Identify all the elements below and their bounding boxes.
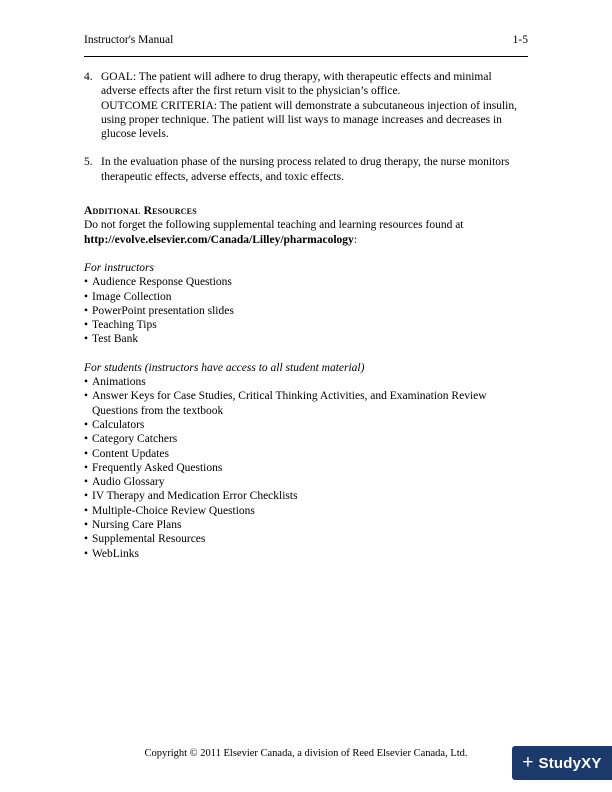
instructors-resource-list [84,275,528,346]
list-item [84,518,528,532]
list-item-label: Test Bank [92,333,139,346]
item-text [101,155,528,184]
bullet-icon: • [84,547,89,560]
list-item [84,447,528,461]
bullet-icon: • [84,276,89,289]
list-item-label: Audio Glossary [92,476,165,489]
studyxy-watermark [512,746,612,780]
copyright-text: Copyright © 2011 Elsevier Canada, a division of Reed Elsevier Canada, Ltd. [144,748,468,759]
list-item [84,304,528,318]
list-item [84,290,528,304]
instructors-heading: For instructors [84,261,154,274]
spacer [84,141,528,155]
list-item [84,332,528,346]
list-item [84,461,528,475]
header-title: Instructor's Manual [84,34,174,46]
item-number: 5. [84,156,93,169]
list-item-label: Frequently Asked Questions [92,461,223,474]
list-item [84,432,528,446]
list-item [84,70,528,141]
bullet-icon: • [84,390,89,403]
list-item-label: Image Collection [92,290,172,303]
list-item-label: Audience Response Questions [92,276,232,289]
bullet-icon: • [84,376,89,389]
page-header [84,34,528,46]
resources-url[interactable]: http://evolve.elsevier.com/Canada/Lilley/pharmacology [84,233,354,246]
section-heading: Additional Resources [84,205,197,218]
list-item [84,275,528,289]
list-item-label: Calculators [92,418,145,431]
list-item [84,389,528,403]
spacer [84,247,528,261]
bullet-icon: • [84,418,89,431]
bullet-icon: • [84,290,89,303]
list-item-label: Animations [92,376,146,389]
bullet-icon: • [84,433,89,446]
list-item [84,375,528,389]
bullet-icon: • [84,476,89,489]
page-content [84,70,528,561]
item-line: adverse effects after the first return visit to the physician’s office. [101,85,401,98]
item-line: OUTCOME CRITERIA: The patient will demonstrate a subcutaneous injection of insulin, [101,99,517,112]
list-item-label: Nursing Care Plans [92,519,182,532]
item-line: glucose levels. [101,128,169,141]
list-item [84,155,528,184]
resources-intro: Do not forget the following supplemental teaching and learning resources found at [84,219,464,232]
list-item [84,504,528,518]
list-item-label: Content Updates [92,447,169,460]
list-item [84,418,528,432]
students-heading: For students (instructors have access to all student material) [84,361,365,374]
list-item-label: PowerPoint presentation slides [92,304,234,317]
item-line: In the evaluation phase of the nursing process related to drug therapy, the nurse monitors [101,156,510,169]
list-item-label: WebLinks [92,547,139,560]
list-item [84,547,528,561]
item-line: using proper technique. The patient will list ways to manage increases and decreases in [101,113,502,126]
item-text [101,70,528,141]
list-item [84,318,528,332]
students-resource-list [84,375,528,561]
list-item [84,475,528,489]
list-item [84,532,528,546]
bullet-icon: • [84,461,89,474]
item-line: GOAL: The patient will adhere to drug therapy, with therapeutic effects and minimal [101,71,492,83]
list-item-label: Category Catchers [92,433,178,446]
list-item-label: Supplemental Resources [92,533,206,546]
bullet-icon: • [84,333,89,346]
bullet-icon: • [84,519,89,532]
list-item-label: Multiple-Choice Review Questions [92,504,255,517]
list-item [84,489,528,503]
bullet-icon: • [84,490,89,503]
item-line: therapeutic effects, adverse effects, and toxic effects. [101,170,344,183]
resources-url-suffix: : [353,233,358,246]
bullet-icon: • [84,504,89,517]
list-item-label: Answer Keys for Case Studies, Critical Thinking Activities, and Examination Review [92,390,487,403]
list-item-label: IV Therapy and Medication Error Checklists [92,490,298,503]
spacer [84,184,528,204]
watermark-label: StudyXY [538,754,602,772]
header-page-number: 1-5 [512,34,528,46]
spacer [84,347,528,361]
resources-url-line [84,233,528,247]
list-item [84,404,528,418]
bullet-icon: • [84,304,89,317]
bullet-icon: • [84,447,89,460]
bullet-icon: • [84,533,89,546]
list-item-label: Questions from the textbook [92,404,224,417]
bullet-icon: • [84,319,89,332]
list-item-label: Teaching Tips [92,319,157,332]
header-divider [84,56,528,57]
item-number: 4. [84,71,93,83]
plus-icon: + [522,751,534,773]
